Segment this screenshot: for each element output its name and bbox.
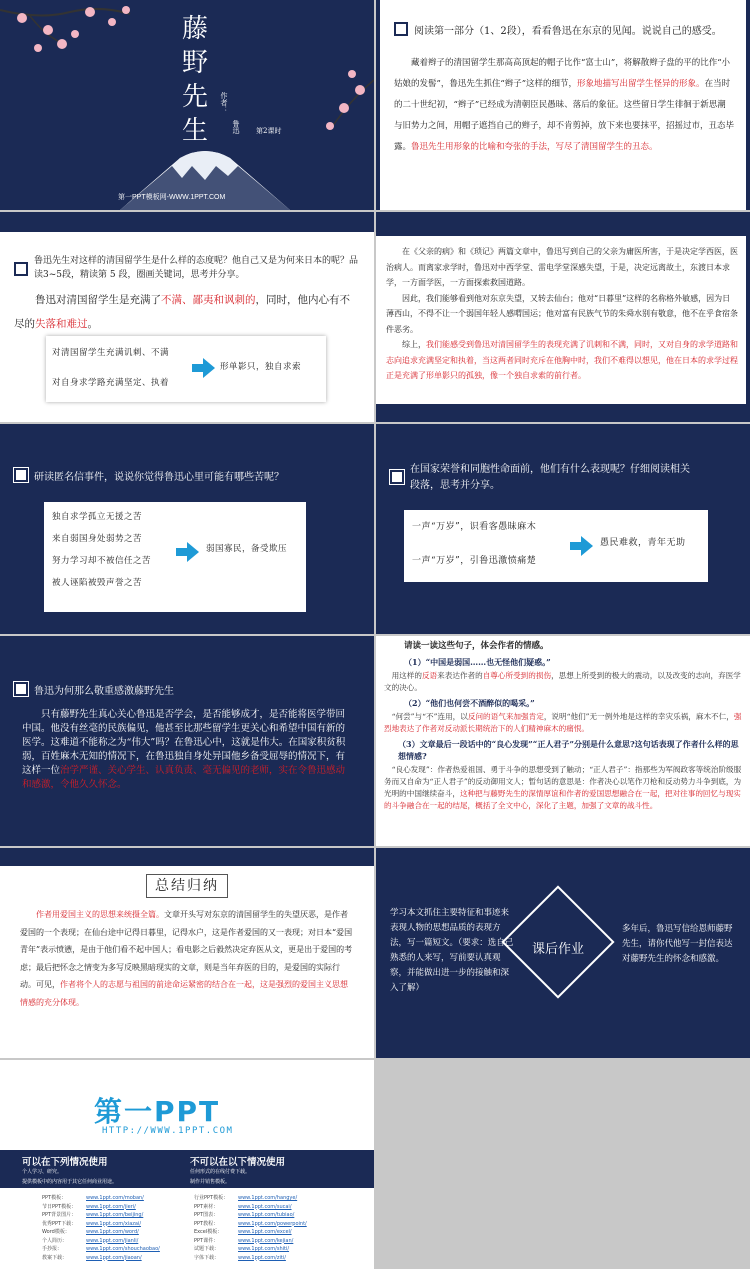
link-label: PPT教程： bbox=[194, 1220, 219, 1227]
reaction-line: 一声“万岁”，识看客愚昧麻木 bbox=[412, 522, 537, 532]
link-url[interactable]: www.1ppt.com/shiti/ bbox=[238, 1246, 290, 1252]
background-paragraph-3: 综上，我们能感受到鲁迅对清国留学生的表现充满了讥刺和不满，同时，又对自身的求学道路和志向追求充满坚定和执着，当这两者同时充斥在他胸中时，我们不难得以想见，他在日本的求学过程正是充满了形单影只的孤独，像一个独自求索的前行者。 bbox=[386, 340, 738, 380]
square-bullet-icon bbox=[14, 682, 28, 696]
slide-reading-part1[interactable] bbox=[376, 0, 750, 210]
arrow-right-icon bbox=[176, 544, 198, 560]
reaction-result: 愚民难救，青年无助 bbox=[600, 538, 686, 548]
sentence-question: （1）“中国是弱国……也无怪他们疑惑。” bbox=[404, 657, 551, 667]
link-url[interactable]: www.1ppt.com/shouchaobao/ bbox=[86, 1246, 160, 1252]
reading-card bbox=[380, 0, 746, 210]
slide-reactions[interactable] bbox=[376, 424, 750, 634]
link-url[interactable]: www.1ppt.com/beijing/ bbox=[86, 1212, 144, 1218]
link-label: 试题下载： bbox=[194, 1246, 220, 1252]
suffering-item: 努力学习却不被信任之苦 bbox=[52, 556, 152, 566]
respect-question: 鲁迅为何那么敬重感激藤野先生 bbox=[14, 682, 174, 699]
slide-sentences[interactable] bbox=[376, 636, 750, 846]
link-label: PPT模板： bbox=[42, 1195, 67, 1201]
link-row bbox=[194, 1254, 307, 1263]
link-row bbox=[42, 1254, 160, 1263]
cannot-use-item: 任何形式的在线付费下载。 bbox=[190, 1169, 251, 1175]
link-url[interactable]: www.1ppt.com/jianli/ bbox=[86, 1237, 139, 1244]
links-list-right bbox=[194, 1194, 307, 1262]
title-vertical: 藤 野 先 生 bbox=[181, 14, 208, 146]
cannot-use-title: 不可以在以下情况使用 bbox=[190, 1157, 286, 1168]
sentences-lead: 请读一读这些句子，体会作者的情感。 bbox=[404, 641, 549, 651]
links-list-left bbox=[42, 1194, 160, 1262]
link-url[interactable]: www.1ppt.com/moban/ bbox=[86, 1195, 144, 1201]
attitude-answer: 鲁迅对清国留学生是充满了不满、鄙夷和讽刺的，同时，他内心有不尽的失落和难过。 bbox=[14, 294, 350, 330]
homework-title: 课后作业 bbox=[531, 942, 584, 957]
author-name: 鲁迅 bbox=[232, 120, 240, 134]
link-row bbox=[42, 1237, 160, 1246]
link-url[interactable]: www.1ppt.com/xiazai/ bbox=[86, 1220, 142, 1227]
cherry-blossom-branch-right bbox=[300, 60, 374, 140]
summary-line: 对清国留学生充满讥刺、不满 bbox=[52, 348, 170, 358]
attitude-summary-box bbox=[46, 336, 326, 402]
slide-summary[interactable] bbox=[0, 848, 374, 1058]
slide-copyright[interactable] bbox=[0, 1060, 374, 1269]
link-url[interactable]: www.1ppt.com/hangye/ bbox=[238, 1195, 298, 1201]
link-url[interactable]: www.1ppt.com/excel/ bbox=[238, 1229, 292, 1235]
summary-result: 形单影只，独自求索 bbox=[220, 362, 302, 372]
link-row bbox=[194, 1228, 307, 1237]
suffering-box bbox=[44, 502, 306, 612]
background-paragraph-1: 在《父亲的病》和《琐记》两篇文章中，鲁迅写到自己的父亲为庸医所害，于是决定学西医，医治病人。而离家求学时，鲁迅对中西学堂、雷电学堂深感失望，于是，决定远离故土，东渡日本求学，一方面学医，一方面探索救国道路。 bbox=[386, 247, 738, 287]
summary-title: 总结归纳 bbox=[155, 878, 219, 894]
link-row bbox=[194, 1237, 307, 1246]
link-label: PPT课件： bbox=[194, 1237, 219, 1244]
logo-text: 第一PPT bbox=[94, 1095, 221, 1128]
watermark-text: 第一PPT模板网-WWW.1PPT.COM bbox=[118, 194, 226, 201]
link-label: 手抄报： bbox=[42, 1246, 63, 1252]
cherry-blossom-branch-left bbox=[0, 0, 140, 70]
link-label: 节日PPT模板： bbox=[42, 1203, 77, 1210]
suffering-item: 独自求学孤立无援之苦 bbox=[52, 512, 143, 522]
link-label: 字体下载： bbox=[194, 1254, 220, 1261]
reactions-box bbox=[404, 510, 708, 582]
background-card bbox=[376, 236, 746, 404]
sentence-analysis: “何尝”与“不”连用，以反问的语气来加强肯定，说明“他们”无一例外地是这样的幸灾乐祸，麻木不仁，强烈地表达了作者对反动派长期统治下的人们精神麻木的痛恨。 bbox=[384, 712, 742, 733]
link-label: 行业PPT模板： bbox=[194, 1195, 229, 1201]
terms-panel bbox=[0, 1150, 374, 1188]
attitude-question: 鲁迅先生对这样的清国留学生是什么样的态度呢？他自己又是为何来日本的呢？品读3~5段，精读第 5 段，圈画关键词，思考并分享。 bbox=[14, 254, 360, 282]
reaction-line: 一声“万岁”，引鲁迅激愤痛楚 bbox=[412, 556, 537, 566]
letter-question: 研读匿名信事件，说说你觉得鲁迅心里可能有哪些苦呢？ bbox=[14, 468, 284, 485]
link-label: Excel模板： bbox=[194, 1229, 223, 1235]
sentence-analysis: 用这样的反语来表达作者的自尊心所受到的损伤，思想上所受到的极大的震动，以及改变的志向，弃医学文的决心。 bbox=[384, 671, 741, 692]
link-row bbox=[42, 1220, 160, 1229]
background-paragraph-2: 因此，我们能够看到他对东京失望，又转去仙台；他对“日暮里”这样的名称格外敏感，因为日薄西山，不得不让一个弱国年轻人感喟国运；他对富有民族气节的朱舜水别有敬意，他不在乎食宿条件恶劣。 bbox=[386, 293, 738, 334]
slide-background[interactable] bbox=[376, 212, 750, 422]
link-url[interactable]: www.1ppt.com/tubiao/ bbox=[238, 1212, 295, 1218]
link-url[interactable]: www.1ppt.com/sucai/ bbox=[238, 1203, 292, 1210]
link-row bbox=[42, 1194, 160, 1203]
homework-right: 多年后，鲁迅写信给恩师藤野先生，请你代他写一封信表达对藤野先生的怀念和感激。 bbox=[622, 924, 733, 964]
sentence-analysis: “良心发现”：作者热爱祖国、勇于斗争的思想受到了触动；“正人君子”：指那些为军阀政客等统治阶级服务而又自命为“正人君子”的反动御用文人；暂句话的意思是：作者决心以笔作刀枪和反动势力斗争到底，为光明的中国继续奋斗，这种把与藤野先生的深情厚谊和作者的爱国思想融合在一起，把对往事的回忆与现实的斗争融合在一起的结尾，概括了全文中心，深化了主题，加强了文章的战斗性。 bbox=[384, 765, 742, 810]
square-bullet-icon bbox=[14, 262, 28, 276]
summary-line: 对自身求学路充满坚定、执着 bbox=[52, 378, 170, 388]
cannot-use-item: 制作并销售模板。 bbox=[190, 1179, 231, 1185]
author-label: 作者： bbox=[220, 92, 228, 113]
link-row bbox=[42, 1245, 160, 1254]
link-label: PPT背景图片： bbox=[42, 1212, 77, 1218]
link-row bbox=[194, 1245, 307, 1254]
respect-paragraph: 只有藤野先生真心关心鲁迅是否学会，是否能够成才，是否能将医学带回中国。他没有丝毫的民族偏见，他甚至比那些留学生更关心和希望中国有新的医学。这难道不能称之为“伟大”吗？在鲁迅心中，这就是伟大。在国家积贫积弱，百姓麻木无知的情况下，在鲁迅独自身处异国他乡备受屈辱的情况下，有这样一位治学严谨、关心学生、认真负责、毫无偏见的老师，实在令鲁迅感动和感激，令他久久怀念。 bbox=[22, 709, 346, 790]
can-use-item: 个人学习、研究。 bbox=[22, 1169, 63, 1175]
link-url[interactable]: www.1ppt.com/ziti/ bbox=[238, 1254, 286, 1261]
square-bullet-icon bbox=[14, 468, 28, 482]
suffering-result: 弱国寡民，备受欺压 bbox=[206, 544, 288, 554]
link-label: PPT素材： bbox=[194, 1203, 219, 1210]
sentence-question: （2）“他们也何尝不酒醉似的喝采。” bbox=[404, 698, 535, 708]
square-bullet-icon bbox=[394, 22, 408, 36]
link-row bbox=[42, 1203, 160, 1212]
link-row bbox=[194, 1211, 307, 1220]
task-heading: 阅读第一部分（1、2段），看看鲁迅在东京的见闻。说说自己的感受。 bbox=[394, 22, 734, 39]
summary-title-box bbox=[146, 874, 228, 898]
square-bullet-icon bbox=[390, 470, 404, 484]
slide-anonymous-letter[interactable] bbox=[0, 424, 374, 634]
link-label: PPT图表： bbox=[194, 1212, 219, 1218]
link-row bbox=[194, 1194, 307, 1203]
slide-title[interactable] bbox=[0, 0, 374, 210]
slide-respect-fujino[interactable] bbox=[0, 636, 374, 846]
sentence-question: （3）文章最后一段话中的“良心发现”“正人君子”分别是什么意思?这句话表现了作者什么样的思想情感? bbox=[398, 739, 739, 761]
link-row bbox=[194, 1203, 307, 1212]
summary-card bbox=[0, 866, 374, 1058]
link-url[interactable]: www.1ppt.com/word/ bbox=[86, 1229, 139, 1235]
link-row bbox=[42, 1211, 160, 1220]
link-row bbox=[194, 1220, 307, 1229]
suffering-item: 来自弱国身处弱势之苦 bbox=[52, 534, 143, 544]
link-url[interactable]: www.1ppt.com/jiaoan/ bbox=[86, 1254, 142, 1261]
can-use-item: 提供模板中的内容用于其它任何商业用途。 bbox=[22, 1179, 118, 1185]
slide-homework[interactable] bbox=[376, 848, 750, 1058]
period-label: 第2课时 bbox=[256, 127, 282, 135]
link-url[interactable]: www.1ppt.com/kejian/ bbox=[238, 1237, 294, 1244]
link-label: 优秀PPT下载： bbox=[42, 1220, 77, 1227]
arrow-right-icon bbox=[192, 360, 214, 376]
homework-left: 学习本文抓住主要特征和事迹来表现人物的思想品质的表现方法，写一篇短文。（要求：选自己熟悉的人来写，写前要认真观察，并能做出进一步的接触和深入了解） bbox=[390, 908, 514, 993]
analysis-paragraph: 藏着辫子的清国留学生那高高顶起的帽子比作“富士山”，将解散辫子盘的平的比作“小姑娘的发髻”，鲁迅先生抓住“辫子”这样的细节，形象地描写出留学生怪异的形象。在当时的二十世纪初，“辫子”已经成为清朝臣民愚昧、落后的象征。这些留日学生徘徊于新思潮与旧势力之间，用帽子遮挡自己的辫子，却不肯剪掉，放下来也要抹平，招摇过市，丑态毕露。鲁迅先生用形象的比喻和夸张的手法，写尽了清国留学生的丑态。 bbox=[394, 58, 735, 152]
link-url[interactable]: www.1ppt.com/jieri/ bbox=[86, 1203, 136, 1210]
sentences-card bbox=[376, 636, 750, 846]
reactions-question: 在国家荣誉和同胞性命面前，他们有什么表现呢？仔细阅读相关段落，思考并分享。 bbox=[390, 462, 690, 494]
slide-attitude[interactable] bbox=[0, 212, 374, 422]
suffering-item: 被人诬陷被毁声誉之苦 bbox=[52, 578, 143, 588]
link-url[interactable]: www.1ppt.com/powerpoint/ bbox=[238, 1220, 307, 1227]
link-label: 个人简历： bbox=[42, 1237, 68, 1244]
link-row bbox=[42, 1228, 160, 1237]
summary-paragraph: 作者用爱国主义的思想来统摄全篇。文章开头写对东京的清国留学生的失望厌恶，是作者爱国的一个表现；在仙台途中记得日暮里，记得水户，这是作者爱国的又一表现；对日本“爱国青年”表示愤懑，是由于他们看不起中国人；看电影之后毅然决定弃医从文，更是出于爱国的考虑；最后把怀念之情变为多写反映黑暗现实的文章，则是当年弃医的目的，是爱国的实际行动。可见，作者将个人的志愿与祖国的前途命运紧密的结合在一起，这是强烈的爱国主义思想情感的充分体现。 bbox=[20, 910, 353, 1007]
logo-url: HTTP://WWW.1PPT.COM bbox=[102, 1126, 234, 1136]
can-use-title: 可以在下列情况使用 bbox=[22, 1157, 108, 1168]
link-label: Word模板： bbox=[42, 1229, 70, 1235]
link-label: 教案下载： bbox=[42, 1254, 68, 1261]
arrow-right-icon bbox=[570, 538, 592, 554]
